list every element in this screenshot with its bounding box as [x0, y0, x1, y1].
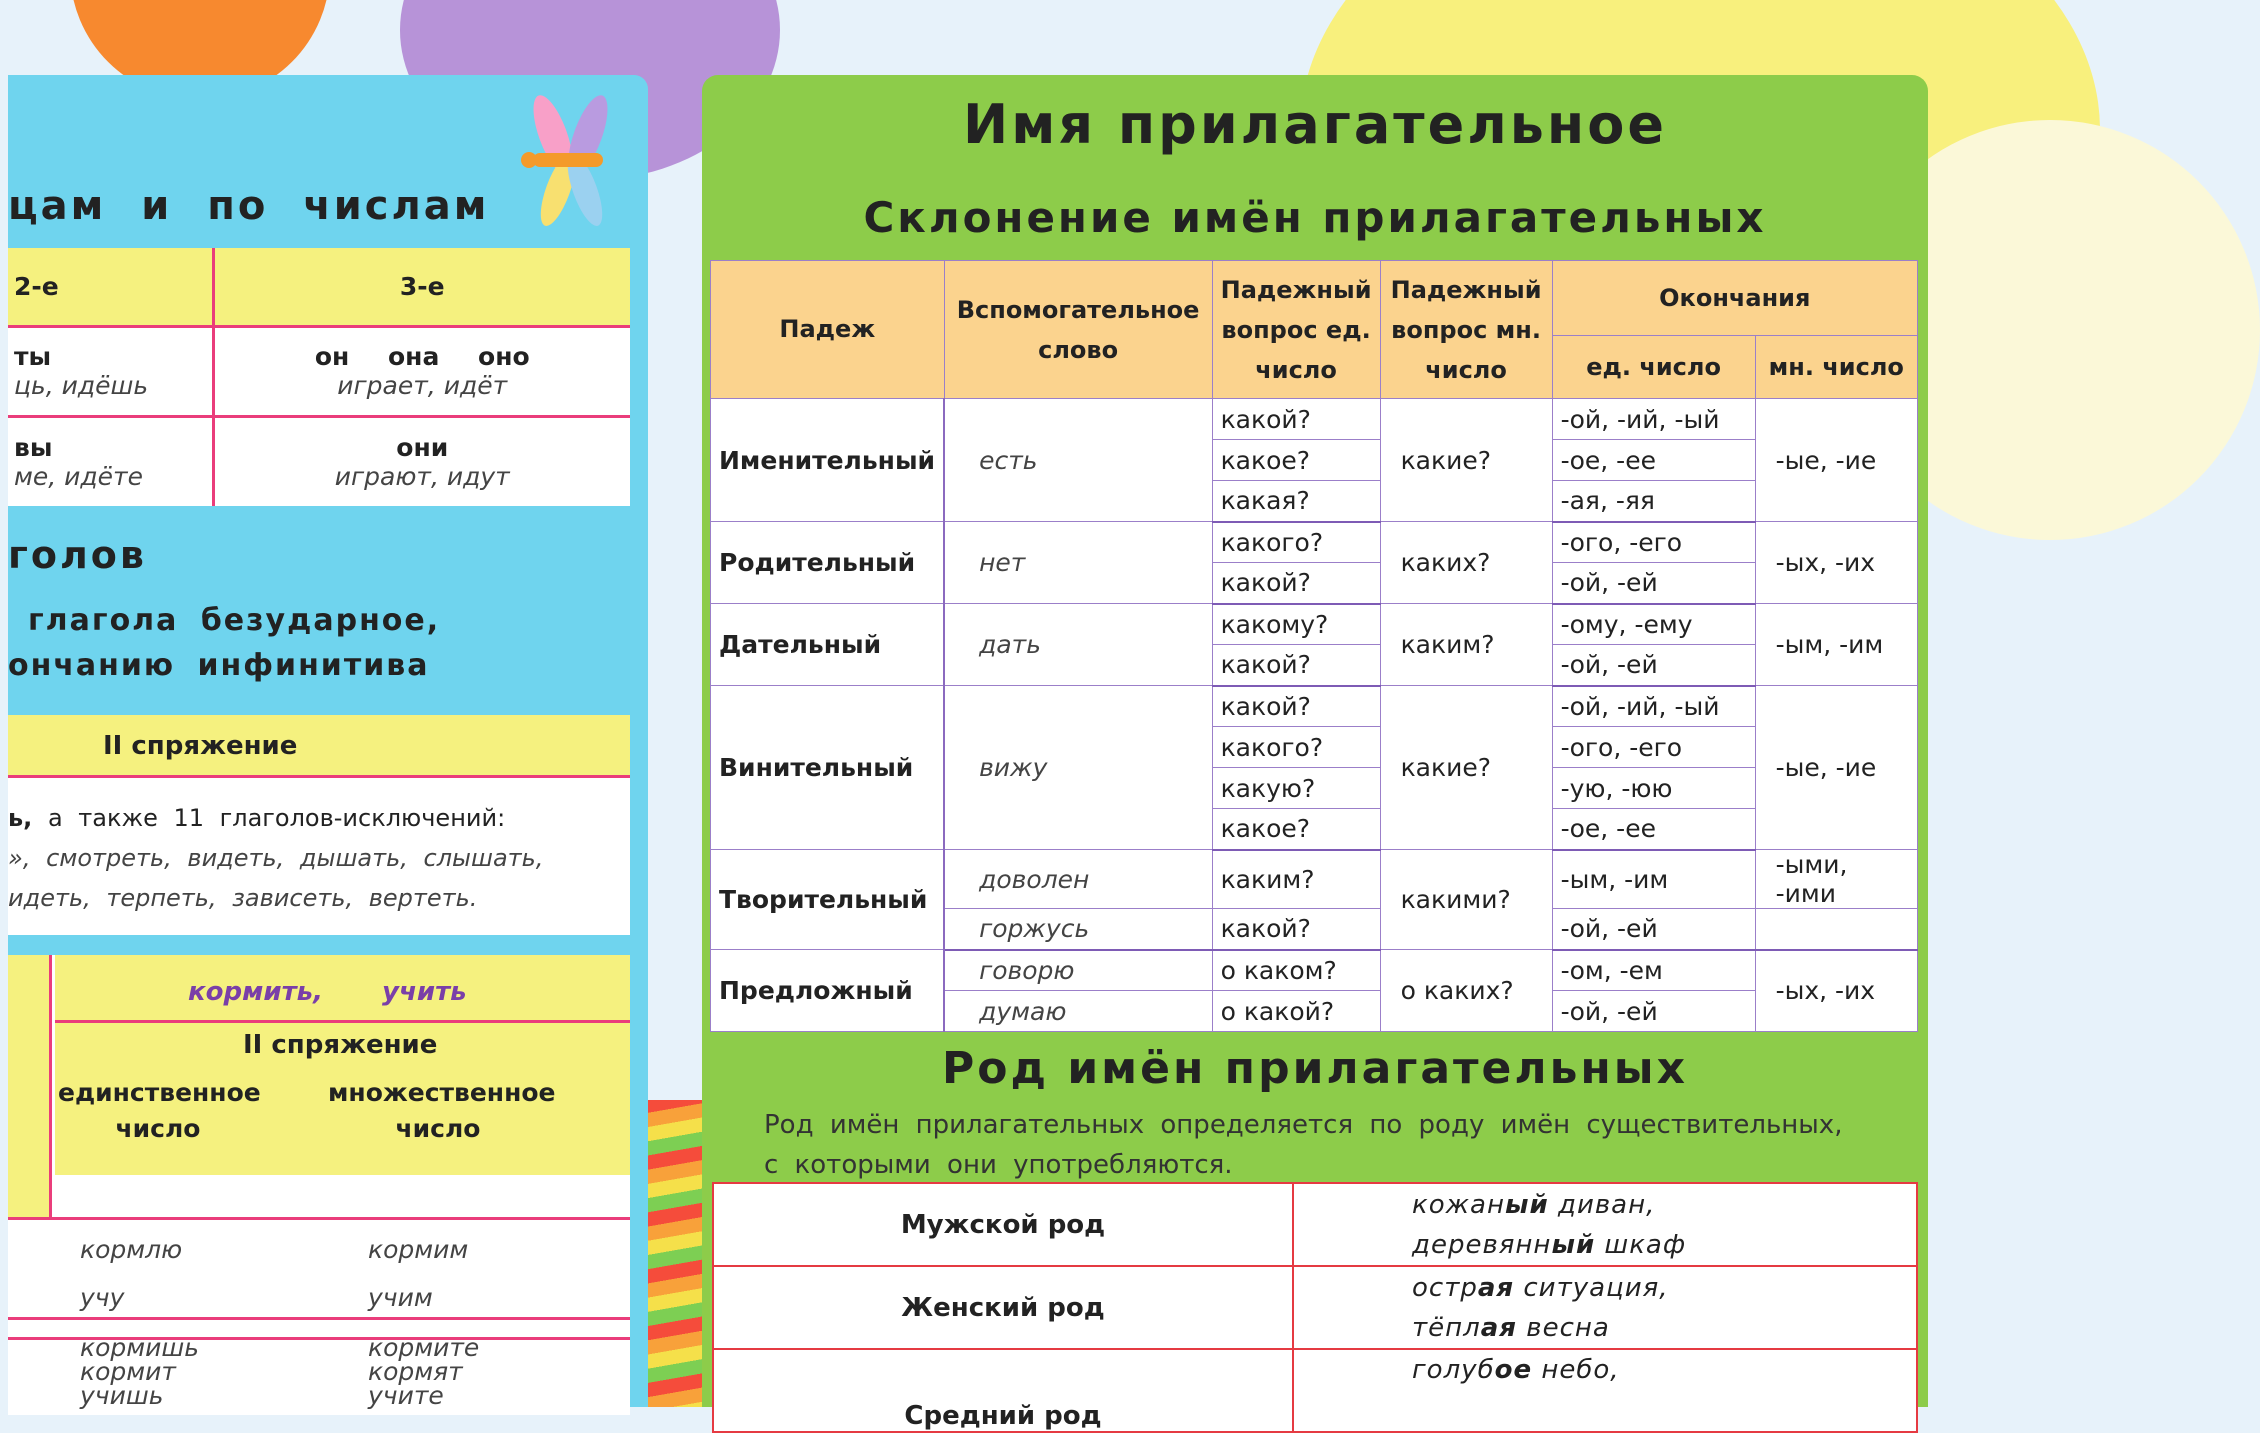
header-endings: Окончания [1552, 261, 1917, 336]
gender-title: Род имён прилагательных [942, 1043, 1688, 1094]
question-sg: какой? [1212, 909, 1380, 950]
col-plural: множественное число [328, 1078, 556, 1143]
pronouns: он она оно [314, 342, 530, 371]
gender-examples: кожаный диван, деревянный шкаф [1293, 1183, 1917, 1266]
form-sg: кормлю [80, 1235, 183, 1264]
aux-word: думаю [944, 991, 1212, 1032]
ending-sg: -ой, -ий, -ый [1552, 399, 1755, 440]
verb-forms: играет, идёт [337, 371, 508, 400]
gender-examples: острая ситуация, тёплая весна [1293, 1266, 1917, 1349]
ending-pl: -ые, -ие [1755, 399, 1917, 522]
question-pl: о каких? [1380, 950, 1552, 1032]
ending-pl-cont [1755, 909, 1917, 950]
form-sg: учу [80, 1283, 125, 1312]
declension-table [710, 260, 1918, 1032]
gender-text-line: Род имён прилагательных определяется по роду имён существительных, [764, 1110, 1843, 1140]
form-sg: кормит [80, 1357, 176, 1386]
aux-word: вижу [944, 686, 1212, 850]
case-name: Дательный [711, 604, 945, 686]
gender-text-line: с которыми они употребляются. [764, 1150, 1233, 1180]
header-end-pl: мн. число [1755, 336, 1917, 399]
verb-forms: ць, идёшь [14, 371, 149, 400]
question-pl: какие? [1380, 399, 1552, 522]
header-end-sg: ед. число [1552, 336, 1755, 399]
aux-word: доволен [944, 850, 1212, 909]
case-name: Именительный [711, 399, 945, 522]
ending-sg: -ой, -ей [1552, 645, 1755, 686]
question-sg: какой? [1212, 563, 1380, 604]
question-sg: какой? [1212, 686, 1380, 727]
pronoun: вы [14, 432, 53, 462]
bg-rainbow-stripes [640, 1100, 710, 1407]
person-table [8, 248, 630, 506]
table-row [711, 850, 1918, 909]
conjugation-box [8, 715, 630, 935]
question-sg: какое? [1212, 809, 1380, 850]
ending-sg: -ую, -юю [1552, 768, 1755, 809]
ending-sg: -ой, -ей [1552, 991, 1755, 1032]
ending-sg: -ая, -яя [1552, 481, 1755, 522]
question-sg: каким? [1212, 850, 1380, 909]
question-pl: каким? [1380, 604, 1552, 686]
form-pl: кормите [368, 1333, 480, 1362]
question-sg: какому? [1212, 604, 1380, 645]
question-sg: какая? [1212, 481, 1380, 522]
col-singular: единственное число [58, 1078, 261, 1143]
table-row [713, 1349, 1917, 1432]
aux-word: горжусь [944, 909, 1212, 950]
aux-word: нет [944, 522, 1212, 604]
ending-pl: -ые, -ие [1755, 686, 1917, 850]
person-cell [213, 416, 630, 506]
conjugation-box-header: II спряжение [8, 715, 630, 778]
ending-sg: -ого, -его [1552, 522, 1755, 563]
form-sg: кормишь [80, 1333, 199, 1362]
header-q-pl: Падежный вопрос мн. число [1380, 261, 1552, 399]
header-case: Падеж [711, 261, 945, 399]
ending-pl: -ыми, -ими [1755, 850, 1917, 909]
question-sg: о каком? [1212, 950, 1380, 991]
verb-examples: кормить, учить [188, 977, 467, 1007]
ending-pl: -ым, -им [1755, 604, 1917, 686]
question-sg: какой? [1212, 645, 1380, 686]
col-header-2nd: 2-е [8, 248, 213, 326]
question-sg: какого? [1212, 727, 1380, 768]
section-text-1: глагола безударное, [28, 603, 441, 638]
table-row [711, 522, 1918, 563]
gender-examples: голубое небо, [1293, 1349, 1917, 1432]
case-name: Предложный [711, 950, 945, 1032]
pronouns: они [396, 432, 449, 462]
form-sg: учишь [80, 1381, 164, 1410]
pronoun: ты [14, 342, 52, 371]
verb-forms: играют, идут [334, 461, 510, 491]
conjugation-table [8, 955, 630, 1415]
gender-label: Средний род [713, 1349, 1293, 1432]
conj-label: II спряжение [243, 1030, 438, 1060]
ending-pl: -ых, -их [1755, 950, 1917, 1032]
question-sg: какое? [1212, 440, 1380, 481]
question-sg: какого? [1212, 522, 1380, 563]
question-pl: каких? [1380, 522, 1552, 604]
conjugation-box-text: ь, а также 11 глаголов-исключений: », смотреть, видеть, дышать, слышать, идеть, терпеть, зависеть, вертеть. [8, 804, 544, 912]
table-row [713, 1183, 1917, 1266]
left-panel-verbs [8, 75, 648, 1410]
ending-sg: -ой, -ей [1552, 563, 1755, 604]
ending-sg: -ое, -ее [1552, 440, 1755, 481]
aux-word: говорю [944, 950, 1212, 991]
aux-word: есть [944, 399, 1212, 522]
ending-sg: -ом, -ем [1552, 950, 1755, 991]
gender-label: Мужской род [713, 1183, 1293, 1266]
ending-sg: -ым, -им [1552, 850, 1755, 909]
ending-sg: -ое, -ее [1552, 809, 1755, 850]
right-panel-adjective [702, 75, 1928, 1431]
table-row [711, 399, 1918, 440]
ending-sg: -ой, -ей [1552, 909, 1755, 950]
ending-sg: -ой, -ий, -ый [1552, 686, 1755, 727]
aux-word: дать [944, 604, 1212, 686]
case-name: Винительный [711, 686, 945, 850]
question-sg: о какой? [1212, 991, 1380, 1032]
form-pl: кормим [368, 1235, 469, 1264]
verb-forms: ме, идёте [14, 461, 143, 491]
table-row [713, 1266, 1917, 1349]
table-row [711, 686, 1918, 727]
person-cell [213, 326, 630, 416]
gender-table [712, 1182, 1918, 1433]
table-row [711, 950, 1918, 991]
ending-sg: -ому, -ему [1552, 604, 1755, 645]
header-aux: Вспомогательное слово [944, 261, 1212, 399]
section-title: голов [8, 533, 147, 577]
question-pl: какими? [1380, 850, 1552, 950]
dragonfly-icon [513, 85, 628, 235]
table-row [711, 604, 1918, 645]
col-header-3rd: 3-е [213, 248, 630, 326]
question-pl: какие? [1380, 686, 1552, 850]
gender-label: Женский род [713, 1266, 1293, 1349]
page-title: Имя прилагательное [963, 93, 1667, 156]
person-cell [8, 326, 213, 416]
left-header-fragment: цам и по числам [8, 183, 490, 229]
ending-sg: -ого, -его [1552, 727, 1755, 768]
ending-pl: -ых, -их [1755, 522, 1917, 604]
header-q-sg: Падежный вопрос ед. число [1212, 261, 1380, 399]
person-cell [8, 416, 213, 506]
case-name: Творительный [711, 850, 945, 950]
form-pl: учим [368, 1283, 433, 1312]
gender-text [764, 1105, 1842, 1185]
case-name: Родительный [711, 522, 945, 604]
form-pl: учите [368, 1381, 444, 1410]
declension-subtitle: Склонение имён прилагательных [863, 193, 1767, 242]
question-sg: какой? [1212, 399, 1380, 440]
section-text-2: ончанию инфинитива [8, 648, 430, 683]
question-sg: какую? [1212, 768, 1380, 809]
form-pl: кормят [368, 1357, 463, 1386]
